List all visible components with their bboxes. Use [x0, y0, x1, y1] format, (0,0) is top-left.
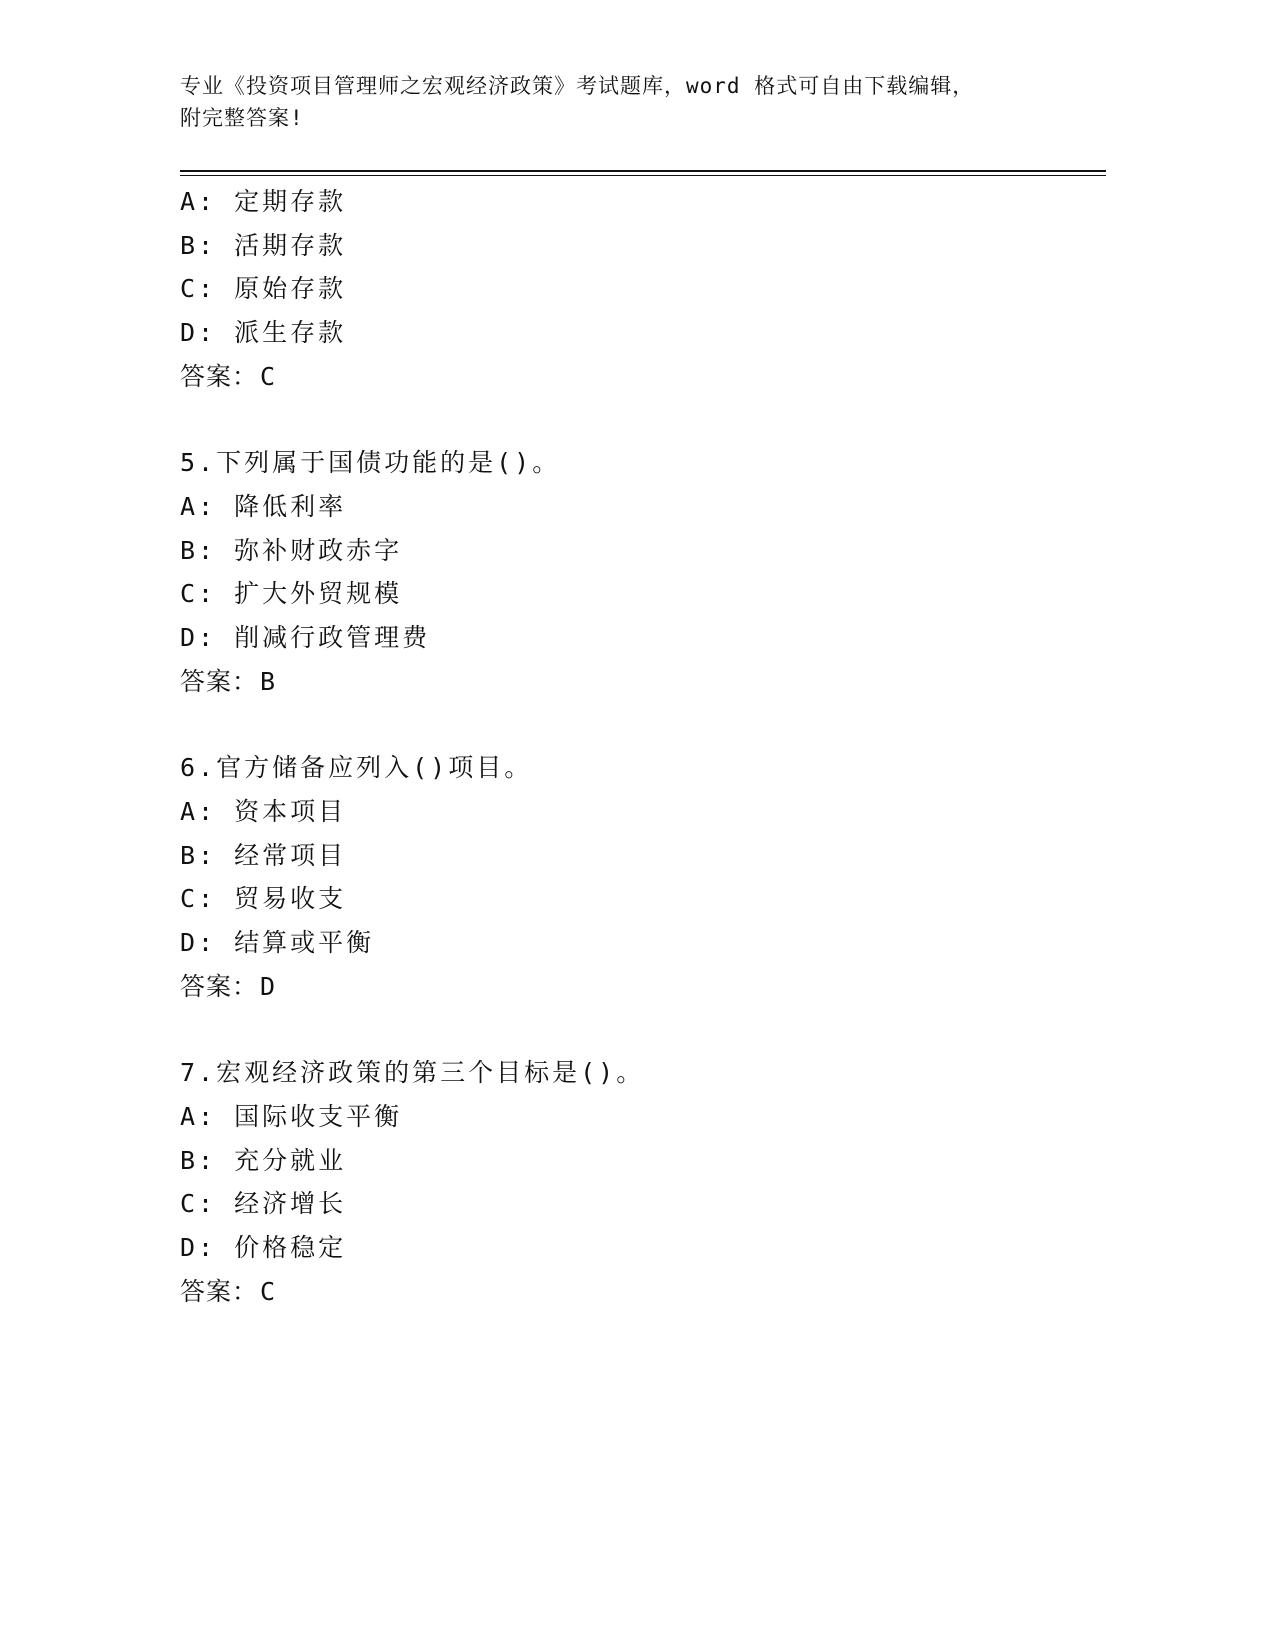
q7-stem: 7.宏观经济政策的第三个目标是()。 [180, 1058, 645, 1087]
answer-value: D [260, 972, 277, 1001]
q4-option-c: C: 原始存款 [180, 274, 347, 303]
q6-answer [180, 972, 276, 1002]
header-divider-thick [180, 170, 1106, 172]
answer-label: 答案： [180, 362, 259, 391]
q7-answer [180, 1277, 276, 1307]
q6-option-d: D: 结算或平衡 [180, 928, 375, 957]
answer-label: 答案： [180, 1277, 259, 1306]
q5-stem: 5.下列属于国债功能的是()。 [180, 448, 561, 477]
answer-value: B [260, 667, 277, 696]
document-header [180, 70, 1080, 134]
answer-value: C [260, 362, 277, 391]
q4-option-d: D: 派生存款 [180, 318, 347, 347]
q5-option-b: B: 弥补财政赤字 [180, 536, 403, 565]
answer-label: 答案： [180, 972, 259, 1001]
q5-option-c: C: 扩大外贸规模 [180, 579, 403, 608]
answer-label: 答案： [180, 667, 259, 696]
header-line-1: 专业《投资项目管理师之宏观经济政策》考试题库，word 格式可自由下载编辑， [180, 74, 975, 98]
q6-option-b: B: 经常项目 [180, 841, 347, 870]
header-divider-thin [180, 175, 1106, 176]
header-line-2: 附完整答案! [180, 106, 304, 130]
q6-stem: 6.官方储备应列入()项目。 [180, 753, 533, 782]
q4-answer [180, 362, 276, 392]
q4-option-b: B: 活期存款 [180, 231, 347, 260]
q7-option-d: D: 价格稳定 [180, 1233, 347, 1262]
q7-option-a: A: 国际收支平衡 [180, 1102, 403, 1131]
q7-option-b: B: 充分就业 [180, 1146, 347, 1175]
q6-option-a: A: 资本项目 [180, 797, 347, 826]
q4-option-a: A: 定期存款 [180, 187, 347, 216]
q5-option-d: D: 削减行政管理费 [180, 623, 431, 652]
answer-value: C [260, 1277, 277, 1306]
q7-option-c: C: 经济增长 [180, 1189, 347, 1218]
q5-answer [180, 667, 276, 697]
q6-option-c: C: 贸易收支 [180, 884, 347, 913]
q5-option-a: A: 降低利率 [180, 492, 347, 521]
